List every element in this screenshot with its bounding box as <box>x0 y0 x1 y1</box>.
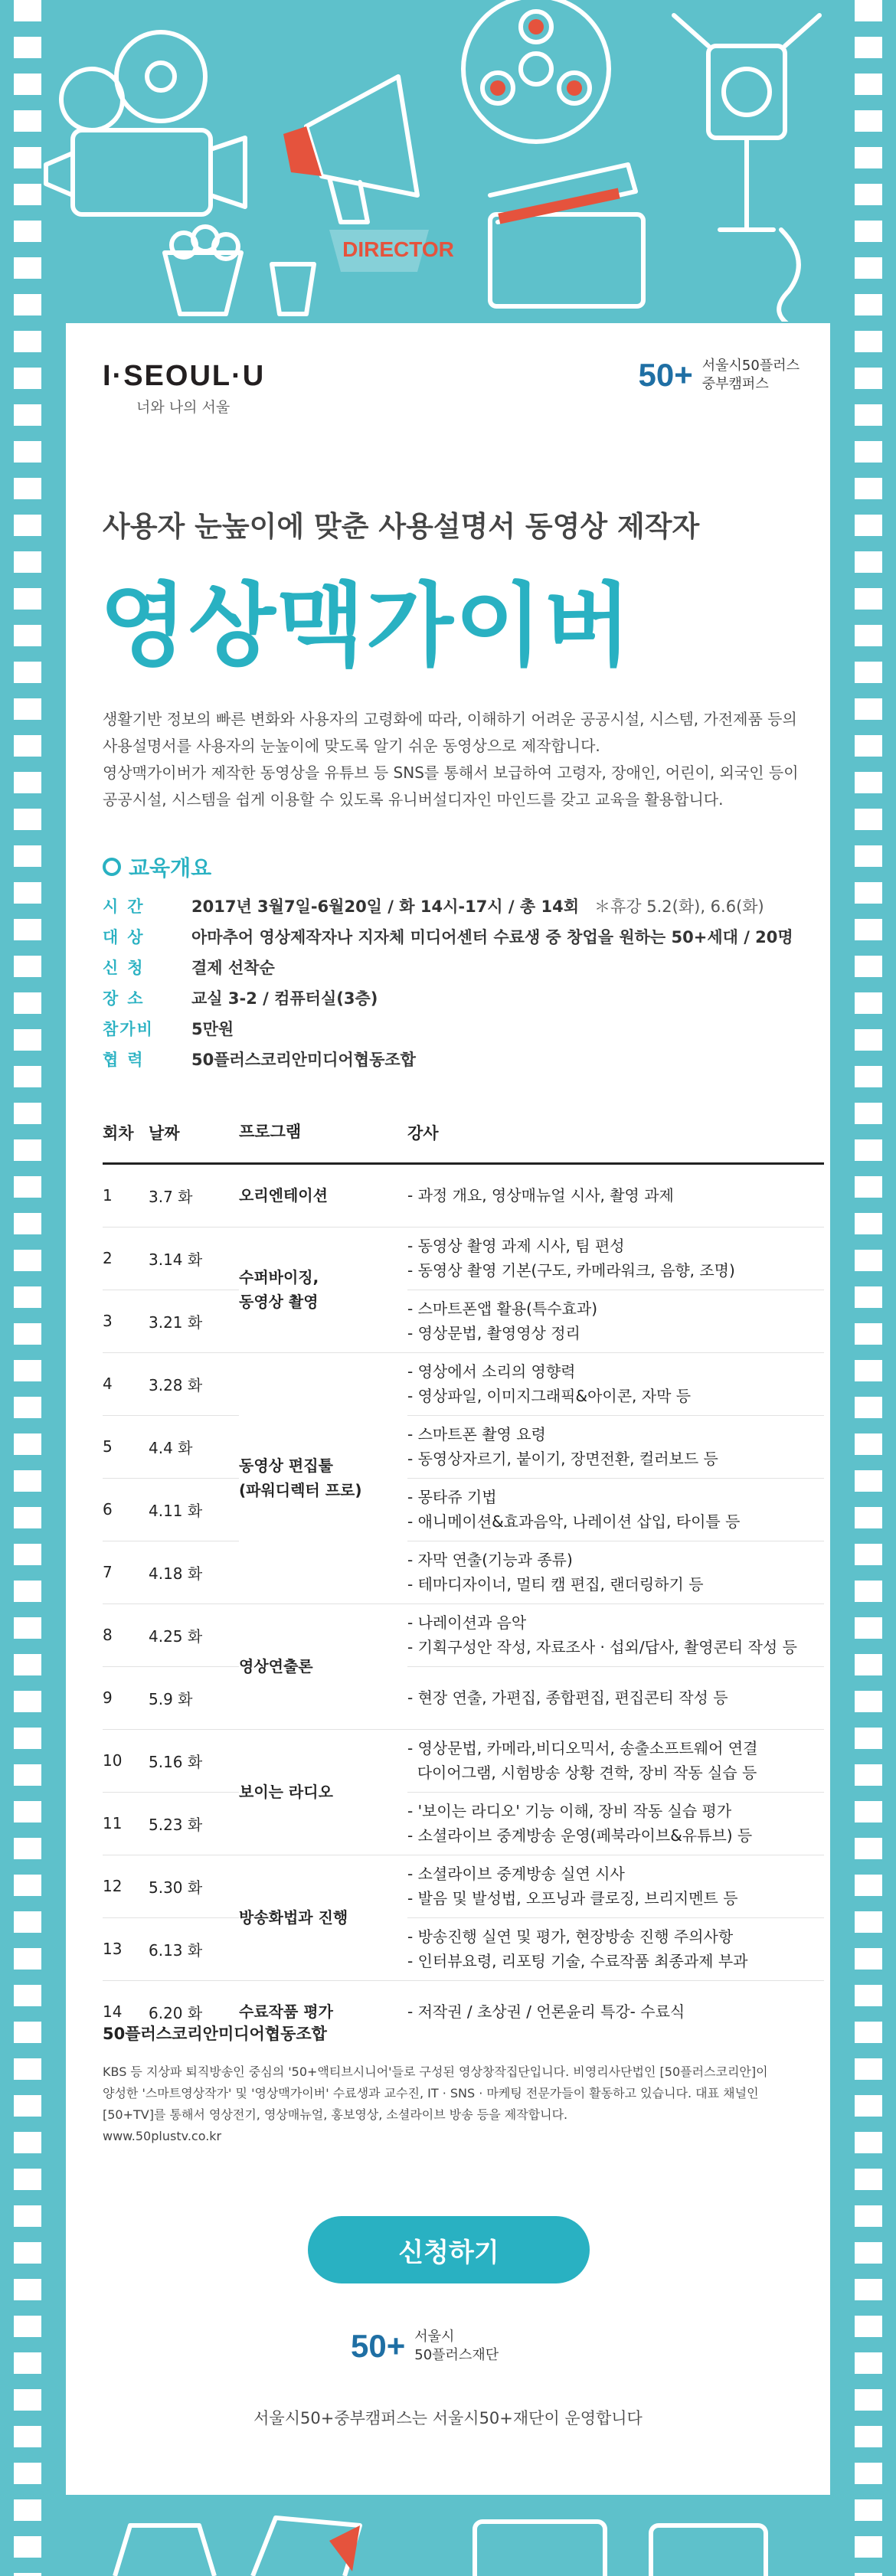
director-label: DIRECTOR <box>342 237 454 261</box>
program-name <box>239 1603 407 1729</box>
info-row-target <box>103 922 807 953</box>
popcorn-icon <box>165 227 241 314</box>
info-row-place <box>103 983 807 1014</box>
clapper-board-icon <box>490 165 643 306</box>
info-value: 50플러스코리안미디어협동조합 <box>191 1051 416 1069</box>
session-date: 6.20 화 <box>149 1980 239 2043</box>
lecture-line: - 소셜라이브 중계방송 운영(페북라이브&유튜브) 등 <box>407 1826 753 1845</box>
fifty-plus-logo-mark: 50+ <box>351 2328 406 2365</box>
foundation-name <box>414 2328 499 2365</box>
intro-line: 공공시설, 시스템을 쉽게 이용할 수 있도록 유니버설디자인 마인드를 갖고 교육을 활용합니다. <box>103 790 724 809</box>
lecture-line: - 방송진행 실연 및 평가, 현장방송 진행 주의사항 <box>407 1927 734 1947</box>
info-label: 참가비 <box>103 1020 154 1038</box>
campus-name-line2: 중부캠퍼스 <box>701 376 769 393</box>
column-header-program: 프로그램 <box>239 1104 407 1163</box>
apply-button[interactable]: 신청하기 <box>308 2216 590 2283</box>
session-date: 5.16 화 <box>149 1729 239 1792</box>
info-row-fee <box>103 1014 807 1044</box>
program-name <box>239 1352 407 1603</box>
organization-description-line: [50+TV]를 통해서 영상전기, 영상매뉴얼, 홍보영상, 소셜라이브 방송 등을 제작합니다. <box>103 2107 568 2122</box>
lecture-content <box>407 1163 824 1227</box>
info-value: 교실 3-2 / 컴퓨터실(3층) <box>191 989 378 1008</box>
session-number: 14 <box>103 1980 149 2043</box>
spotlight-icon <box>674 15 819 230</box>
info-value: 5만원 <box>191 1020 234 1038</box>
lecture-line: - '보이는 라디오' 기능 이해, 장비 작동 실습 평가 <box>407 1802 732 1821</box>
session-number: 7 <box>103 1541 149 1603</box>
lecture-content <box>407 1792 824 1855</box>
iseoulu-tagline: 너와 나의 서울 <box>136 399 231 416</box>
schedule-table <box>103 1104 824 2043</box>
session-date: 3.14 화 <box>149 1227 239 1290</box>
lecture-line: 다이어그램, 시험방송 상황 견학, 장비 작동 실습 등 <box>407 1764 757 1783</box>
lecture-line: - 스마트폰 촬영 요령 <box>407 1425 546 1444</box>
session-number: 12 <box>103 1855 149 1917</box>
organization-website[interactable]: www.50plustv.co.kr <box>103 2129 222 2143</box>
table-row <box>103 1917 824 1980</box>
session-date: 4.11 화 <box>149 1478 239 1541</box>
session-date: 6.13 화 <box>149 1917 239 1980</box>
session-number: 5 <box>103 1415 149 1478</box>
film-strip-left <box>14 0 41 2576</box>
lecture-line: - 동영상 촬영 기본(구도, 카메라워크, 음향, 조명) <box>407 1261 735 1280</box>
session-number: 8 <box>103 1603 149 1666</box>
info-label: 시간 <box>103 897 152 916</box>
program-name <box>239 1227 407 1352</box>
info-value-text: 2017년 3월7일-6월20일 / 화 14시-17시 / 총 14회 <box>191 897 579 916</box>
session-number: 13 <box>103 1917 149 1980</box>
program-name-line: 수료작품 평가 <box>239 2002 333 2022</box>
film-ribbon-icon <box>779 230 799 322</box>
lecture-content <box>407 1227 824 1290</box>
lecture-line: - 발음 및 발성법, 오프닝과 클로징, 브리지멘트 등 <box>407 1889 738 1908</box>
lecture-content <box>407 1980 824 2043</box>
lecture-line: - 인터뷰요령, 리포팅 기술, 수료작품 최종과제 부과 <box>407 1952 748 1971</box>
lecture-content <box>407 1855 824 1917</box>
clapper-bottom-icon <box>115 2525 214 2576</box>
lecture-content <box>407 1603 824 1666</box>
organization-description-line: 양성한 '스마트영상작가' 및 '영상맥가이버' 수료생과 교수진, IT · SNS · 마케팅 전문가들이 활동하고 있습니다. 대표 채널인 <box>103 2086 759 2100</box>
lecture-line: - 동영상 촬영 과제 시사, 팀 편성 <box>407 1237 625 1256</box>
lecture-line: - 테마디자이너, 멀티 캠 편집, 랜더링하기 등 <box>407 1575 704 1594</box>
lecture-line: - 기획구성안 작성, 자료조사 · 섭외/답사, 촬영콘티 작성 등 <box>407 1638 797 1657</box>
info-row-application <box>103 953 807 983</box>
overview-info <box>103 891 807 1075</box>
lecture-line: - 나레이션과 음악 <box>407 1613 527 1633</box>
session-date: 3.28 화 <box>149 1352 239 1415</box>
info-row-partner <box>103 1044 807 1075</box>
program-name <box>239 1729 407 1855</box>
screen-bottom-icon <box>651 2525 766 2576</box>
footer-illustration <box>0 2495 896 2576</box>
program-name-line: 수퍼바이징, <box>239 1268 319 1287</box>
session-number: 4 <box>103 1352 149 1415</box>
table-row <box>103 1729 824 1792</box>
cup-icon <box>272 264 314 314</box>
page-subtitle: 사용자 눈높이에 맞춘 사용설명서 동영상 제작자 <box>103 510 700 543</box>
content-card <box>66 323 830 2495</box>
session-date: 5.23 화 <box>149 1792 239 1855</box>
holiday-note: ＊휴강 5.2(화), 6.6(화) <box>594 897 764 916</box>
campus-name-line1: 서울시50플러스 <box>701 358 800 374</box>
schedule-header-row <box>103 1104 824 1163</box>
table-row <box>103 1855 824 1917</box>
lecture-line: - 과정 개요, 영상매뉴얼 시사, 촬영 과제 <box>407 1186 674 1205</box>
hero-illustration <box>0 0 896 322</box>
session-number: 6 <box>103 1478 149 1541</box>
lecture-content <box>407 1666 824 1729</box>
session-date: 4.25 화 <box>149 1603 239 1666</box>
session-date: 4.4 화 <box>149 1415 239 1478</box>
session-date: 4.18 화 <box>149 1541 239 1603</box>
foundation-logo <box>351 2328 499 2365</box>
film-strip-right <box>855 0 882 2576</box>
megaphone-icon <box>306 77 417 222</box>
info-value: 결제 선착순 <box>191 959 275 977</box>
reel-bottom-icon <box>475 2522 605 2576</box>
session-number: 2 <box>103 1227 149 1290</box>
operator-note: 서울시50+중부캠퍼스는 서울시50+재단이 운영합니다 <box>253 2409 643 2427</box>
lecture-line: - 현장 연출, 가편집, 종합편집, 편집콘티 작성 등 <box>407 1688 728 1708</box>
table-row <box>103 1541 824 1603</box>
intro-text <box>103 706 800 813</box>
lecture-content <box>407 1290 824 1352</box>
info-label: 대상 <box>103 928 152 946</box>
intro-line: 영상맥가이버가 제작한 동영상을 유튜브 등 SNS를 통해서 보급하여 고령자, 장애인, 어린이, 외국인 등이 <box>103 763 799 782</box>
session-date: 5.9 화 <box>149 1666 239 1729</box>
session-date: 3.7 화 <box>149 1163 239 1227</box>
program-name-line: 동영상 촬영 <box>239 1293 319 1312</box>
session-date: 3.21 화 <box>149 1290 239 1352</box>
session-date: 5.30 화 <box>149 1855 239 1917</box>
iseoulu-logo: I·SEOUL·U <box>103 360 266 392</box>
lecture-line: - 몽타쥬 기법 <box>407 1488 497 1507</box>
info-value: 아마추어 영상제작자나 지자체 미디어센터 수료생 중 창업을 원하는 50+세대 / 20명 <box>191 928 793 946</box>
organization-description-line: KBS 등 지상파 퇴직방송인 중심의 '50+액티브시니어'들로 구성된 영상창작집단입니다. 비영리사단법인 [50플러스코리안]이 <box>103 2064 768 2079</box>
lecture-line: - 저작권 / 초상권 / 언론윤리 특강- 수료식 <box>407 2002 685 2022</box>
lecture-line: - 스마트폰앱 활용(특수효과) <box>407 1299 598 1319</box>
lecture-line: - 영상문법, 촬영영상 정리 <box>407 1324 580 1343</box>
film-camera-icon <box>46 32 245 214</box>
program-name-line: 오리엔테이션 <box>239 1186 328 1205</box>
lecture-line: - 자막 연출(기능과 종류) <box>407 1551 573 1570</box>
program-name-line: 영상연출론 <box>239 1657 313 1676</box>
info-label: 신청 <box>103 959 152 977</box>
overview-heading <box>103 852 211 882</box>
program-name-line: 방송화법과 진행 <box>239 1908 348 1927</box>
foundation-name-line2: 50플러스재단 <box>414 2347 499 2364</box>
lecture-line: - 동영상자르기, 붙이기, 장면전환, 컬러보드 등 <box>407 1450 718 1469</box>
lecture-content <box>407 1917 824 1980</box>
column-header-session: 회차 <box>103 1104 149 1163</box>
lecture-content <box>407 1352 824 1415</box>
intro-line: 사용설명서를 사용자의 눈높이에 맞도록 알기 쉬운 동영상으로 제작합니다. <box>103 737 600 755</box>
program-name <box>239 1163 407 1227</box>
lecture-line: - 애니메이션&효과음악, 나레이션 삽입, 타이틀 등 <box>407 1512 741 1532</box>
table-row <box>103 1227 824 1290</box>
circle-bullet-icon <box>103 858 121 876</box>
table-row <box>103 1666 824 1729</box>
program-name-line: 동영상 편집툴 <box>239 1456 333 1476</box>
campus-name <box>702 357 800 394</box>
program-name <box>239 1855 407 1980</box>
lecture-line: - 영상에서 소리의 영향력 <box>407 1362 576 1381</box>
table-row <box>103 1478 824 1541</box>
session-number: 3 <box>103 1290 149 1352</box>
organization-name: 50플러스코리안미디어협동조합 <box>103 2025 327 2043</box>
lecture-content <box>407 1478 824 1541</box>
fifty-plus-logo-mark: 50+ <box>638 357 693 394</box>
session-number: 9 <box>103 1666 149 1729</box>
program-name-line: 보이는 라디오 <box>239 1783 333 1802</box>
info-row-time <box>103 891 807 922</box>
table-row <box>103 1415 824 1478</box>
campus-logo <box>639 357 800 394</box>
iseoulu-brand <box>103 360 265 417</box>
lecture-content <box>407 1729 824 1792</box>
organization-description <box>103 2061 807 2147</box>
column-header-date: 날짜 <box>149 1104 239 1163</box>
info-label: 협력 <box>103 1051 152 1069</box>
program-name-line: (파워디렉터 프로) <box>239 1481 362 1500</box>
lecture-content <box>407 1415 824 1478</box>
schedule-body <box>103 1163 824 2043</box>
table-row <box>103 1603 824 1666</box>
table-row <box>103 1290 824 1352</box>
lecture-line: - 영상파일, 이미지그래픽&아이콘, 자막 등 <box>407 1387 692 1406</box>
lecture-line: - 소셜라이브 중계방송 실연 시사 <box>407 1865 625 1884</box>
overview-heading-text: 교육개요 <box>129 855 212 881</box>
table-row <box>103 1792 824 1855</box>
session-number: 1 <box>103 1163 149 1227</box>
info-label: 장소 <box>103 989 152 1008</box>
table-row <box>103 1163 824 1227</box>
lecture-content <box>407 1541 824 1603</box>
session-number: 11 <box>103 1792 149 1855</box>
column-header-lecture: 강사 <box>407 1104 824 1163</box>
lecture-line: - 영상문법, 카메라,비디오믹서, 송출소프트웨어 연결 <box>407 1739 758 1758</box>
info-value <box>191 891 764 922</box>
intro-line: 생활기반 정보의 빠른 변화와 사용자의 고령화에 따라, 이해하기 어려운 공공시설, 시스템, 가전제품 등의 <box>103 710 797 728</box>
session-number: 10 <box>103 1729 149 1792</box>
table-row <box>103 1352 824 1415</box>
page-title: 영상맥가이버 <box>100 573 633 678</box>
foundation-name-line1: 서울시 <box>414 2329 455 2345</box>
